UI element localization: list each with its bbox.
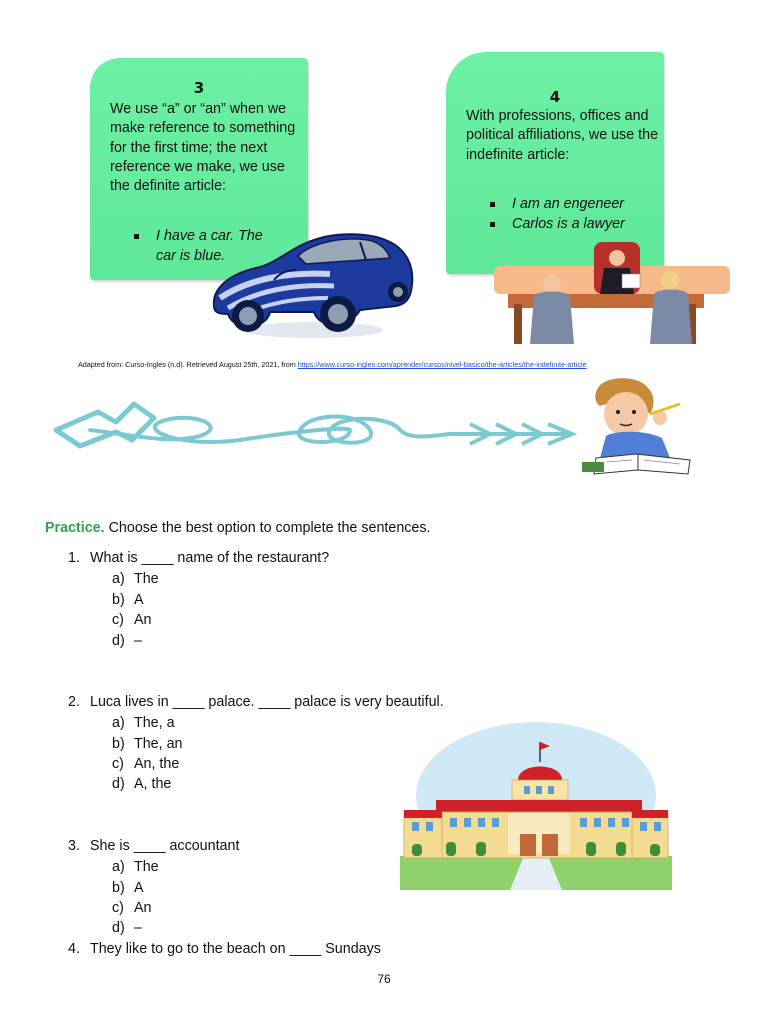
option-text: –: [134, 920, 142, 936]
option-text: The: [134, 859, 159, 875]
option-text: A, the: [134, 776, 172, 792]
practice-label: Practice.: [45, 520, 105, 536]
option-letter: b): [112, 736, 125, 752]
card-examples: [490, 195, 660, 234]
option-letter: b): [112, 592, 125, 608]
option-letter: c): [112, 756, 124, 772]
option-letter: a): [112, 715, 125, 731]
question-number: 3.: [68, 838, 80, 854]
option-item[interactable]: [112, 633, 142, 649]
practice-instruction-text: Choose the best option to complete the sentences.: [104, 520, 431, 536]
option-text: An: [134, 612, 152, 628]
practice-instruction: [45, 520, 431, 536]
option-letter: a): [112, 571, 125, 587]
option-text: The, an: [134, 736, 183, 752]
citation-link[interactable]: https://www.curso-ingles.com/aprender/cursos/nivel-basico/the-articles/the-indefinite-article: [297, 360, 587, 369]
car-illustration-icon: [210, 218, 416, 342]
question-3: [68, 838, 239, 854]
option-item[interactable]: [112, 920, 142, 936]
option-item[interactable]: [112, 592, 144, 608]
option-item[interactable]: [112, 859, 159, 875]
option-text: An, the: [134, 756, 180, 772]
option-text: A: [134, 880, 144, 896]
question-text: Luca lives in ____ palace. ____ palace is very beautiful.: [90, 694, 444, 710]
option-item[interactable]: [112, 736, 182, 752]
question-number: 1.: [68, 550, 80, 566]
question-number: 4.: [68, 941, 80, 957]
citation-text: Adapted from: Curso-Ingles (n.d). Retrieved August 25th, 2021, from: [78, 360, 298, 369]
option-item[interactable]: [112, 900, 152, 916]
example-item: [490, 195, 660, 215]
option-letter: c): [112, 900, 124, 916]
decorative-arrow-swirl-icon: [50, 396, 580, 466]
option-letter: d): [112, 920, 125, 936]
option-item[interactable]: [112, 612, 152, 628]
option-letter: d): [112, 633, 125, 649]
option-text: The, a: [134, 715, 175, 731]
option-item[interactable]: [112, 571, 159, 587]
lawyer-office-illustration-icon: [494, 238, 730, 346]
option-item[interactable]: [112, 776, 171, 792]
option-letter: d): [112, 776, 125, 792]
option-item[interactable]: [112, 715, 175, 731]
card-rule-text: We use “a” or “an” when we make reference to something for the first time; the next reference we make, we use the definite article:: [110, 101, 296, 195]
example-item: [490, 215, 660, 235]
example-text: I am an engeneer: [512, 196, 625, 212]
question-text: They like to go to the beach on ____ Sundays: [90, 941, 381, 957]
option-item[interactable]: [112, 880, 144, 896]
option-item[interactable]: [112, 756, 179, 772]
card-number: 3: [193, 79, 205, 97]
question-2: [68, 694, 444, 710]
question-1: [68, 550, 329, 566]
option-letter: c): [112, 612, 124, 628]
option-text: A: [134, 592, 144, 608]
bullet-icon: [490, 222, 495, 227]
bullet-icon: [134, 234, 139, 239]
option-text: An: [134, 900, 152, 916]
option-letter: a): [112, 859, 125, 875]
option-text: –: [134, 633, 142, 649]
question-text: She is ____ accountant: [90, 838, 240, 854]
question-4: [68, 941, 381, 957]
source-citation: [78, 360, 587, 369]
bullet-icon: [490, 202, 495, 207]
page-number: 76: [377, 972, 391, 986]
question-text: What is ____ name of the restaurant?: [90, 550, 330, 566]
example-text: I have a car. The car is blue.: [156, 228, 263, 264]
option-text: The: [134, 571, 159, 587]
card-number: 4: [549, 88, 561, 106]
palace-illustration-icon: [400, 722, 672, 890]
boy-studying-illustration-icon: [576, 374, 698, 482]
option-letter: b): [112, 880, 125, 896]
question-number: 2.: [68, 694, 80, 710]
card-rule-text: With professions, offices and political affiliations, we use the indefinite article:: [466, 108, 659, 163]
example-text: Carlos is a lawyer: [512, 215, 625, 232]
